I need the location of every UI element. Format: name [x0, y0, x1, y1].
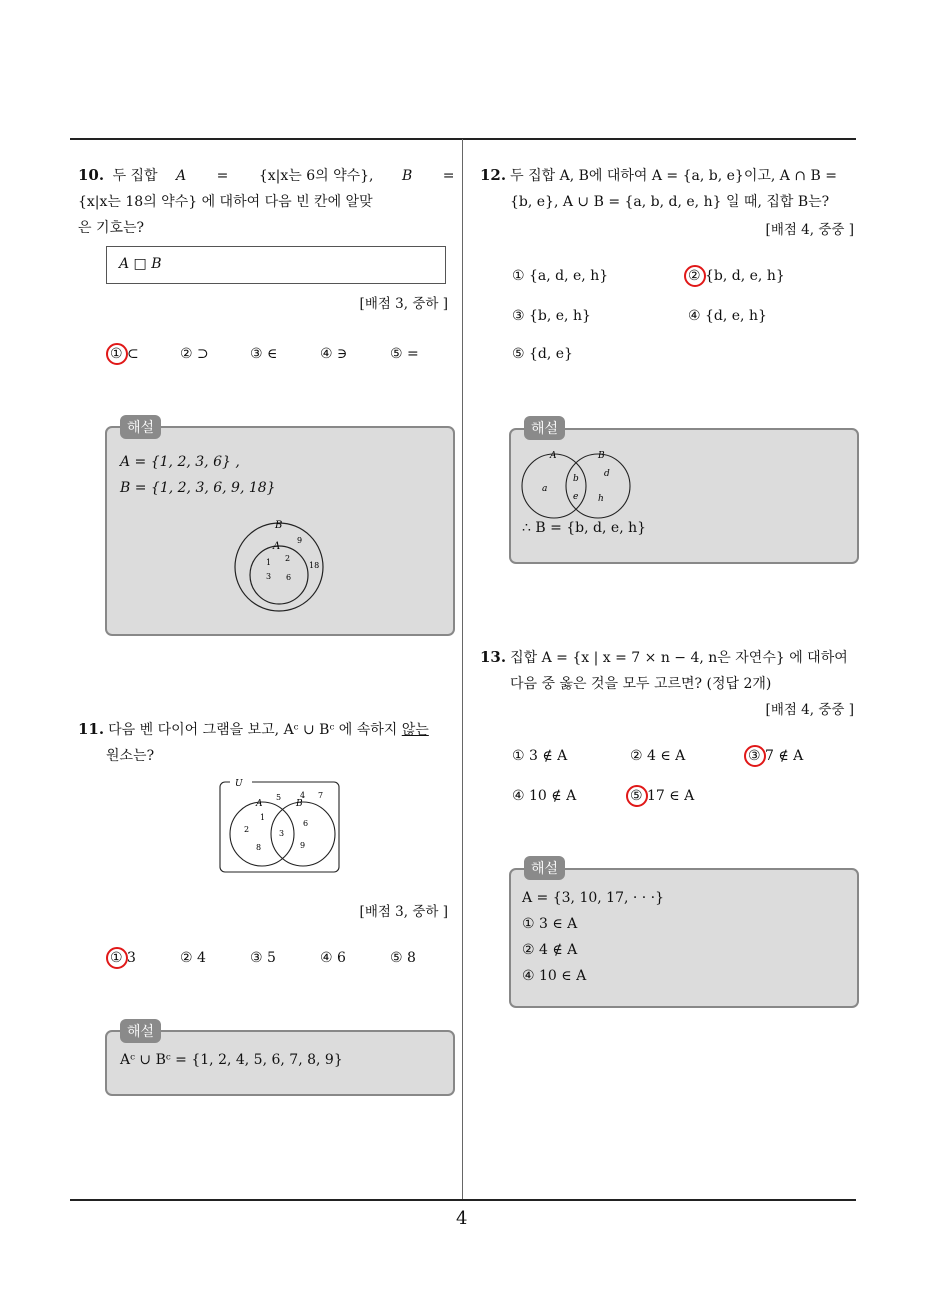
q10-def-a: {x|x는 6의 약수} [258, 168, 370, 184]
svg-text:4: 4 [300, 791, 306, 800]
svg-text:h: h [598, 494, 604, 504]
q13-answer-mark-5 [626, 785, 648, 807]
q10-set-a: A [176, 168, 187, 184]
q11-score: [배점 3, 중하 ] [359, 904, 448, 920]
q12-choice-1[interactable]: ① {a, d, e, h} [512, 268, 609, 284]
svg-text:3: 3 [279, 829, 285, 838]
q13-choice-1[interactable]: ① 3 ∉ A [512, 748, 568, 764]
q12-number: 12. [480, 166, 507, 184]
q12-venn-diagram [518, 446, 638, 524]
q12-venn-b: B [598, 451, 605, 461]
q12-choice-3[interactable]: ③ {b, e, h} [512, 308, 591, 324]
top-rule [70, 138, 856, 140]
q11-venn-universe: U [235, 779, 243, 789]
q11-choice-2[interactable]: ② 4 [180, 950, 206, 966]
q13-line2: 다음 중 옳은 것을 모두 고르면? (정답 2개) [510, 676, 772, 692]
q12-choice-5[interactable]: ⑤ {d, e} [512, 346, 573, 362]
q13-choice-5[interactable]: ⑤ 17 ∈ A [630, 788, 695, 804]
q10-choice-3[interactable]: ③ ∈ [250, 346, 278, 362]
q10-choice-2[interactable]: ② ⊃ [180, 346, 209, 362]
q13-choice-2[interactable]: ② 4 ∈ A [630, 748, 686, 764]
q10-blank-box [106, 246, 446, 284]
svg-text:1: 1 [266, 558, 272, 567]
q13-solution-line-2: ① 3 ∈ A [522, 916, 578, 932]
q12-solution-tag: 해설 [524, 416, 565, 440]
q11-line1-underlined: 않는 [401, 722, 429, 738]
svg-text:9: 9 [297, 536, 303, 545]
svg-text:8: 8 [256, 843, 262, 852]
q10-venn-diagram [225, 512, 335, 612]
q12-line1: 두 집합 A, B에 대하여 A = {a, b, e}이고, A ∩ B = [510, 168, 837, 184]
svg-text:5: 5 [276, 793, 282, 802]
q12-choice-4[interactable]: ④ {d, e, h} [688, 308, 767, 324]
q13-solution-box [509, 868, 859, 1008]
svg-text:1: 1 [260, 813, 266, 822]
svg-text:d: d [604, 469, 610, 479]
q13-line1: 집합 A = {x | x = 7 × n − 4, n은 자연수} 에 대하여 [510, 650, 848, 666]
q13-score: [배점 4, 중중 ] [765, 702, 854, 718]
q11-venn-diagram [218, 778, 342, 874]
q10-eq: = [216, 168, 229, 184]
q10-choice-1[interactable]: ① ⊂ [110, 346, 139, 362]
q10-venn-outer-label: B [275, 520, 283, 531]
q13-number: 13. [480, 648, 507, 666]
svg-text:2: 2 [244, 825, 250, 834]
q10-venn-inner-label: A [273, 541, 281, 552]
svg-text:6: 6 [286, 573, 292, 582]
q11-answer-mark [106, 947, 128, 969]
svg-text:18: 18 [309, 561, 320, 570]
q10-solution-line-1: A = {1, 2, 3, 6} , [120, 454, 240, 470]
q11-choice-3[interactable]: ③ 5 [250, 950, 276, 966]
q10-choice-5[interactable]: ⑤ = [390, 346, 419, 362]
q11-text [78, 716, 458, 769]
q11-venn-b: B [296, 799, 303, 809]
q10-box-text: A □ B [119, 256, 162, 272]
q10-line1: 두 집합 [112, 168, 163, 184]
svg-text:2: 2 [285, 554, 291, 563]
q11-line2: 원소는? [106, 748, 155, 764]
q11-venn-a: A [256, 799, 263, 809]
q13-text [480, 644, 860, 697]
svg-text:7: 7 [318, 791, 324, 800]
q11-choice-4[interactable]: ④ 6 [320, 950, 346, 966]
q13-solution-line-4: ④ 10 ∈ A [522, 968, 587, 984]
svg-text:e: e [573, 492, 579, 502]
q11-choice-5[interactable]: ⑤ 8 [390, 950, 416, 966]
q10-line2: {x|x는 18의 약수} 에 대하여 다음 빈 칸에 알맞 [78, 194, 373, 210]
q13-choice-3[interactable]: ③ 7 ∉ A [748, 748, 804, 764]
q10-answer-mark [106, 343, 128, 365]
page-number: 4 [456, 1208, 468, 1229]
svg-text:3: 3 [266, 572, 272, 581]
q12-answer-mark [684, 265, 706, 287]
q10-line3: 은 기호는? [78, 220, 145, 236]
q12-solution-line-1: ∴ B = {b, d, e, h} [522, 520, 647, 536]
q10-eq-2: = [442, 168, 455, 184]
q12-line2: {b, e}, A ∪ B = {a, b, d, e, h} 일 때, 집합 B는? [510, 194, 830, 210]
q12-score: [배점 4, 중중 ] [765, 222, 854, 238]
q12-venn-a: A [550, 451, 557, 461]
q13-answer-mark-3 [744, 745, 766, 767]
svg-text:9: 9 [300, 841, 306, 850]
q11-solution-line-1: Aᶜ ∪ Bᶜ = {1, 2, 4, 5, 6, 7, 8, 9} [120, 1052, 343, 1068]
q11-line1: 다음 벤 다이어 그램을 보고, Aᶜ ∪ Bᶜ 에 속하지 [108, 722, 402, 738]
q11-solution-tag: 해설 [120, 1019, 161, 1043]
svg-text:b: b [573, 474, 579, 484]
q13-solution-tag: 해설 [524, 856, 565, 880]
q12-choice-2[interactable]: ② {b, d, e, h} [688, 268, 785, 284]
q10-solution-line-2: B = {1, 2, 3, 6, 9, 18} [120, 480, 276, 496]
q10-solution-tag: 해설 [120, 415, 161, 439]
q10-score: [배점 3, 중하 ] [359, 296, 448, 312]
q10-text: 10. 두 집합 A = {x|x는 6의 약수}, B = {x|x는 18의 약수} 에 대하여 다음 빈 칸에 알맞 은 기호는? [78, 162, 456, 241]
q10-number: 10. [78, 166, 105, 184]
q13-choice-4[interactable]: ④ 10 ∉ A [512, 788, 577, 804]
svg-text:6: 6 [303, 819, 309, 828]
bottom-rule [70, 1199, 856, 1201]
q11-choice-1[interactable]: ① 3 [110, 950, 136, 966]
q12-text [480, 162, 860, 215]
q13-solution-line-3: ② 4 ∉ A [522, 942, 578, 958]
svg-text:a: a [542, 484, 548, 494]
q10-set-b: B [401, 168, 413, 184]
q13-solution-line-1: A = {3, 10, 17, · · ·} [522, 890, 665, 906]
column-divider [462, 139, 463, 1201]
q11-number: 11. [78, 720, 105, 738]
q10-choice-4[interactable]: ④ ∋ [320, 346, 348, 362]
